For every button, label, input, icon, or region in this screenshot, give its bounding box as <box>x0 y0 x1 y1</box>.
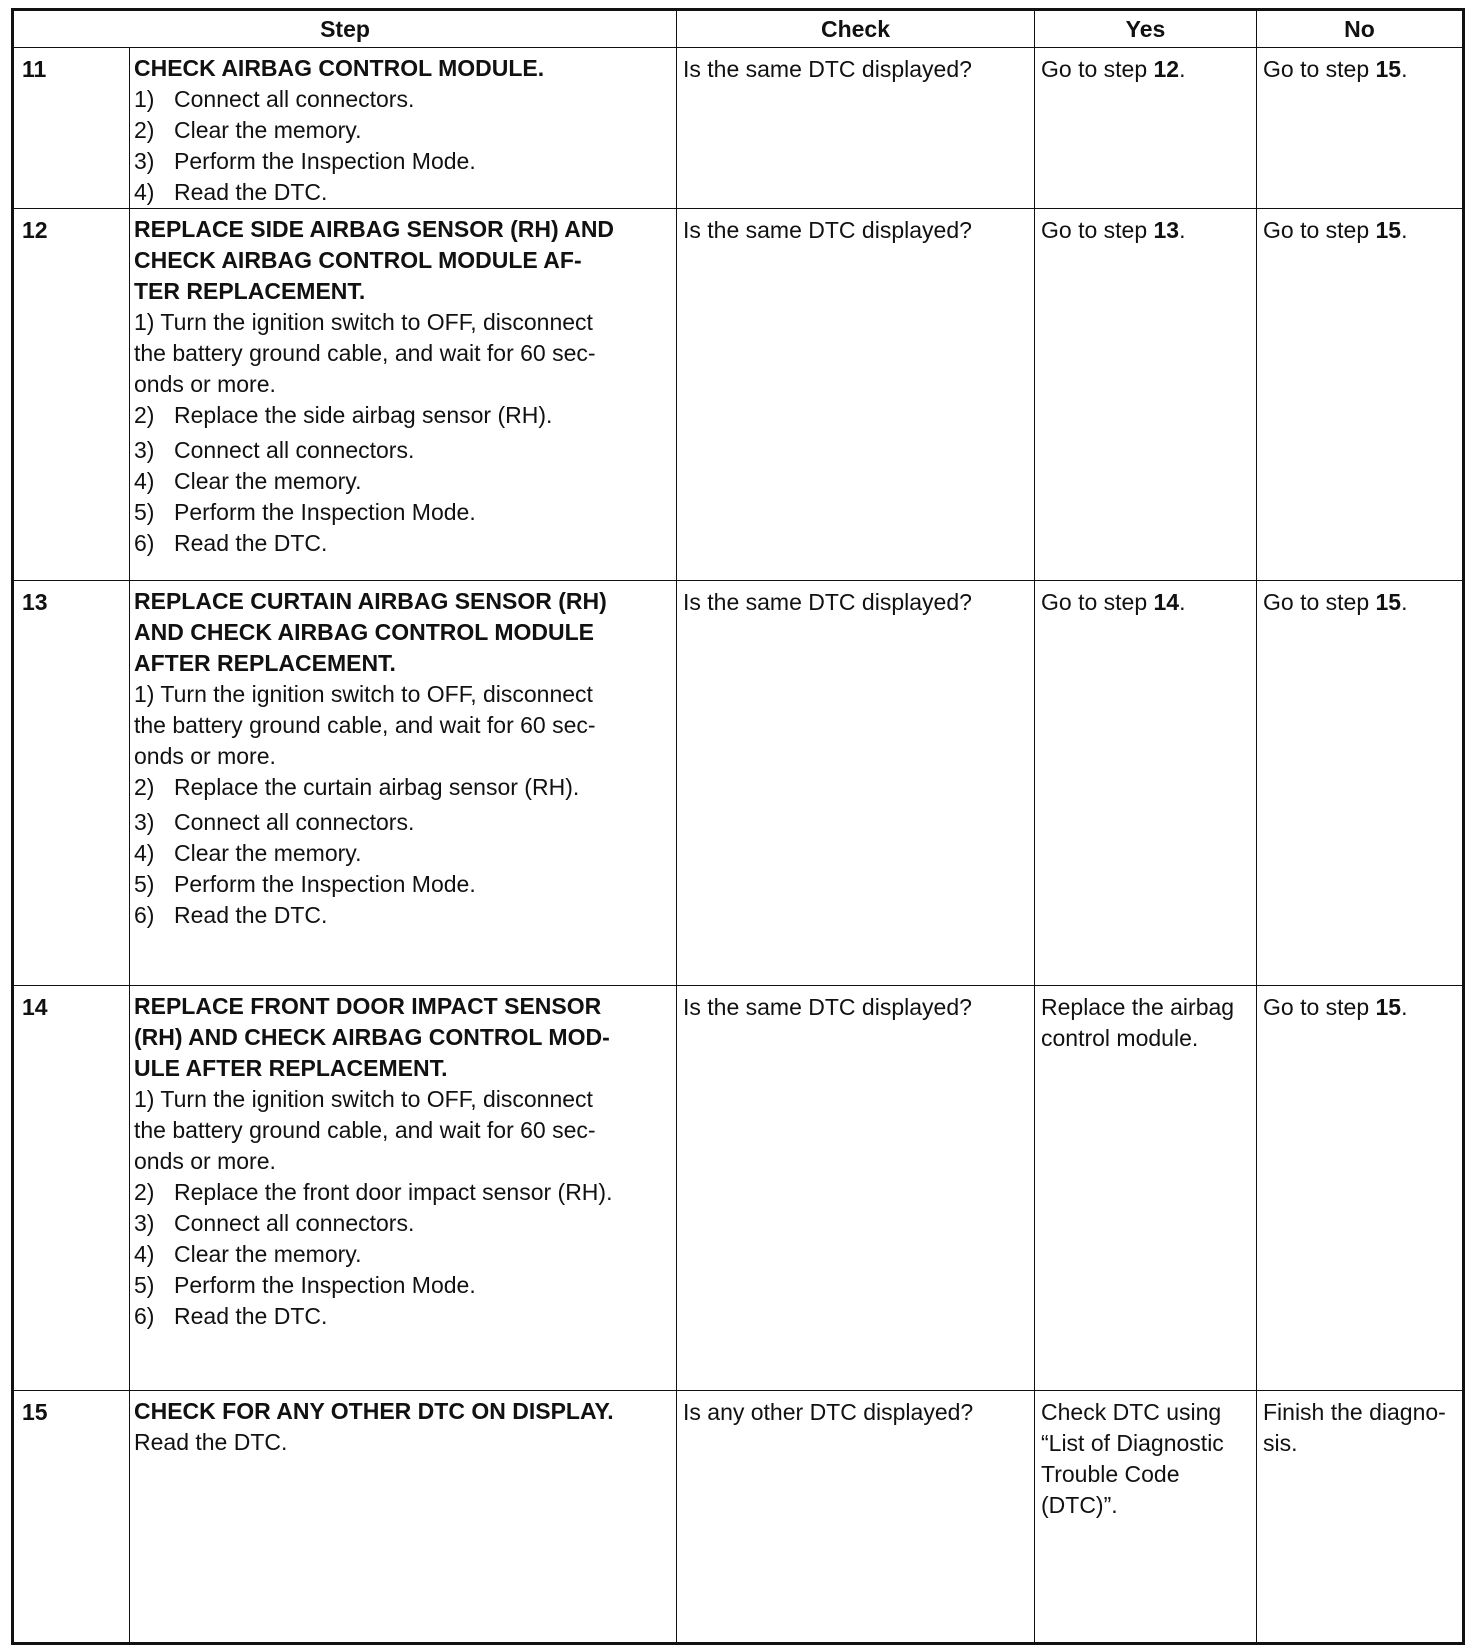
step-number: 11 <box>13 48 130 209</box>
step-title: CHECK FOR ANY OTHER DTC ON DISPLAY. <box>134 1398 614 1424</box>
yes-cell: Replace the airbag control module. <box>1035 986 1257 1391</box>
list-item: 3) Perform the Inspection Mode. <box>134 148 476 174</box>
list-item: 4) Clear the memory. <box>134 468 362 494</box>
list-item: 2) Replace the front door impact sensor (RH). <box>134 1179 613 1205</box>
step-number: 12 <box>13 209 130 581</box>
step-number: 15 <box>13 1391 130 1644</box>
header-row <box>13 10 1464 48</box>
table-row <box>13 986 1464 1391</box>
step-paragraph: 1) Turn the ignition switch to OFF, disconnect the battery ground cable, and wait for 60 sec- onds or more. <box>134 309 596 397</box>
step-description <box>130 209 677 581</box>
list-item: 5) Perform the Inspection Mode. <box>134 1272 476 1298</box>
step-title: REPLACE FRONT DOOR IMPACT SENSOR (RH) AND CHECK AIRBAG CONTROL MOD- ULE AFTER REPLACEMENT. <box>134 993 610 1081</box>
no-cell: Go to step 15. <box>1257 48 1464 209</box>
step-description <box>130 986 677 1391</box>
list-item: 5) Perform the Inspection Mode. <box>134 871 476 897</box>
no-cell: Go to step 15. <box>1257 581 1464 986</box>
list-item: 6) Read the DTC. <box>134 1303 328 1329</box>
step-paragraph: 1) Turn the ignition switch to OFF, disconnect the battery ground cable, and wait for 60 sec- onds or more. <box>134 681 596 769</box>
list-item: 6) Read the DTC. <box>134 530 328 556</box>
step-description <box>130 1391 677 1644</box>
header-check: Check <box>677 10 1035 48</box>
table-row <box>13 1391 1464 1644</box>
list-item: 1) Connect all connectors. <box>134 86 415 112</box>
check-cell: Is the same DTC displayed? <box>677 209 1035 581</box>
list-item: 3) Connect all connectors. <box>134 809 415 835</box>
list-item: 2) Replace the side airbag sensor (RH). <box>134 402 553 428</box>
list-item: 3) Connect all connectors. <box>134 1210 415 1236</box>
table-row <box>13 209 1464 581</box>
step-text: Read the DTC. <box>134 1429 288 1455</box>
check-cell: Is the same DTC displayed? <box>677 986 1035 1391</box>
yes-cell: Go to step 14. <box>1035 581 1257 986</box>
yes-cell: Go to step 13. <box>1035 209 1257 581</box>
no-cell: Go to step 15. <box>1257 986 1464 1391</box>
yes-cell: Check DTC using “List of Diagnostic Trouble Code (DTC)”. <box>1035 1391 1257 1644</box>
header-yes: Yes <box>1035 10 1257 48</box>
list-item: 4) Read the DTC. <box>134 179 328 205</box>
step-description <box>130 48 677 209</box>
step-title: CHECK AIRBAG CONTROL MODULE. <box>134 55 545 81</box>
table-row <box>13 48 1464 209</box>
list-item: 5) Perform the Inspection Mode. <box>134 499 476 525</box>
no-cell: Finish the diagno- sis. <box>1257 1391 1464 1644</box>
step-title: REPLACE SIDE AIRBAG SENSOR (RH) AND CHECK AIRBAG CONTROL MODULE AF- TER REPLACEMENT. <box>134 216 615 304</box>
yes-cell: Go to step 12. <box>1035 48 1257 209</box>
check-cell: Is any other DTC displayed? <box>677 1391 1035 1644</box>
check-cell: Is the same DTC displayed? <box>677 581 1035 986</box>
step-number: 13 <box>13 581 130 986</box>
check-cell: Is the same DTC displayed? <box>677 48 1035 209</box>
list-item: 4) Clear the memory. <box>134 1241 362 1267</box>
list-item: 2) Clear the memory. <box>134 117 362 143</box>
list-item: 4) Clear the memory. <box>134 840 362 866</box>
list-item: 2) Replace the curtain airbag sensor (RH). <box>134 774 580 800</box>
list-item: 6) Read the DTC. <box>134 902 328 928</box>
no-cell: Go to step 15. <box>1257 209 1464 581</box>
step-description <box>130 581 677 986</box>
header-step: Step <box>13 10 677 48</box>
step-number: 14 <box>13 986 130 1391</box>
step-paragraph: 1) Turn the ignition switch to OFF, disconnect the battery ground cable, and wait for 60 sec- onds or more. <box>134 1086 596 1174</box>
header-no: No <box>1257 10 1464 48</box>
table-row <box>13 581 1464 986</box>
diagnostic-table <box>11 8 1465 1645</box>
step-title: REPLACE CURTAIN AIRBAG SENSOR (RH) AND CHECK AIRBAG CONTROL MODULE AFTER REPLACEMENT. <box>134 588 607 676</box>
list-item: 3) Connect all connectors. <box>134 437 415 463</box>
